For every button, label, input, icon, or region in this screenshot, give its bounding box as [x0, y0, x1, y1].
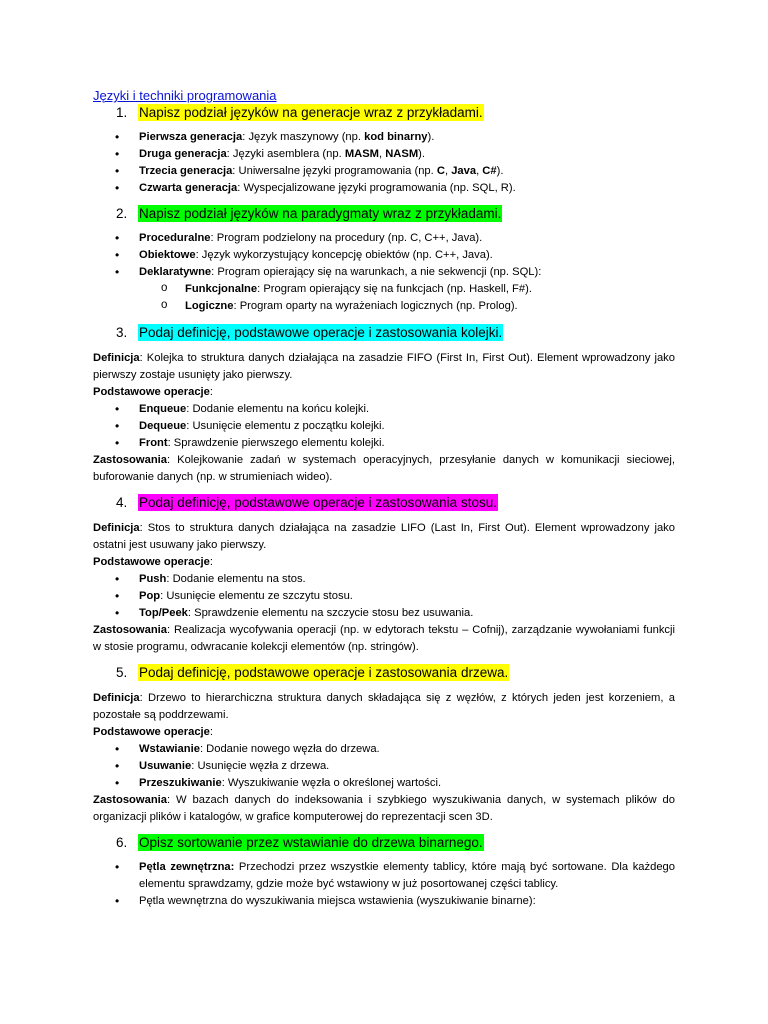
stack-operations-list	[93, 571, 675, 622]
term: Wstawianie	[139, 743, 200, 755]
desc: : Usunięcie elementu ze szczytu stosu.	[160, 590, 353, 602]
question-4-heading	[93, 494, 675, 511]
desc: : Program podzielony na procedury (np. C, C++, Java).	[210, 232, 483, 244]
desc: : Sprawdzenie elementu na szczycie stosu bez usuwania.	[187, 607, 474, 619]
desc: Przechodzi przez wszystkie elementy tablicy, które mają być sortowane. Dla każdego elementu sprawdzamy, gdzie może być wstawiony w już posortowanej części tablicy.	[139, 861, 675, 890]
desc: : Język maszynowy (np.	[242, 131, 365, 143]
question-number: 4.	[116, 495, 128, 510]
term: Dequeue	[139, 420, 187, 432]
question-number: 1.	[116, 105, 128, 120]
desc: : Program opierający się na funkcjach (np. Haskell, F#).	[257, 283, 532, 295]
list-item	[93, 247, 675, 264]
definition-text: : Kolejka to struktura danych działająca na zasadzie FIFO (First In, First Out). Element wprowadzony jako pierwszy zostaje usunięty jako pierwszy.	[93, 352, 675, 381]
queue-operations-list	[93, 401, 675, 452]
term: kod binarny	[364, 131, 428, 143]
list-item	[93, 146, 675, 163]
list-item	[93, 418, 675, 435]
colon: :	[209, 386, 213, 398]
operations-label	[93, 724, 675, 741]
term: Java	[451, 165, 477, 177]
sub-list-item	[93, 298, 675, 315]
question-text: Podaj definicję, podstawowe operacje i zastosowania drzewa.	[139, 665, 509, 680]
sub-list-item	[93, 281, 675, 298]
desc: : Dodanie elementu na stos.	[166, 573, 306, 585]
definition-label: Definicja	[93, 692, 140, 704]
list-item	[93, 588, 675, 605]
list-item	[93, 775, 675, 792]
question-text: Podaj definicję, podstawowe operacje i zastosowania stosu.	[139, 495, 497, 510]
term: C#	[482, 165, 497, 177]
document-title[interactable]: Języki i techniki programowania	[93, 88, 277, 103]
term: Obiektowe	[139, 249, 196, 261]
applications-paragraph	[93, 622, 675, 656]
question-6-heading	[93, 834, 675, 851]
applications-label: Zastosowania	[93, 794, 167, 806]
list-item	[93, 605, 675, 622]
colon: :	[209, 726, 213, 738]
question-2-heading	[93, 205, 675, 222]
list-item	[93, 180, 675, 197]
list-item	[93, 571, 675, 588]
question-text: Opisz sortowanie przez wstawianie do drzewa binarnego.	[139, 835, 483, 850]
question-number: 6.	[116, 835, 128, 850]
tree-operations-list	[93, 741, 675, 792]
list-item	[93, 163, 675, 180]
term: Pop	[139, 590, 161, 602]
term: C	[436, 165, 445, 177]
operations-label	[93, 384, 675, 401]
desc: : Język wykorzystujący koncepcję obiektów (np. C++, Java).	[195, 249, 493, 261]
question-3-heading	[93, 324, 675, 341]
term: Proceduralne	[139, 232, 211, 244]
definition-text: : Drzewo to hierarchiczna struktura danych składająca się z węzłów, z których jeden jest korzeniem, a pozostałe są poddrzewami.	[93, 692, 675, 721]
term: Push	[139, 573, 167, 585]
term: Front	[139, 437, 168, 449]
list-item	[93, 758, 675, 775]
desc: ).	[427, 131, 435, 143]
term: Usuwanie	[139, 760, 192, 772]
question-1-heading	[93, 104, 675, 121]
question-number: 5.	[116, 665, 128, 680]
operations-label-text: Podstawowe operacje	[93, 556, 210, 568]
question-text: Napisz podział języków na paradygmaty wraz z przykładami.	[139, 206, 502, 221]
definition-paragraph	[93, 690, 675, 724]
definition-paragraph	[93, 350, 675, 384]
definition-paragraph	[93, 520, 675, 554]
desc: ).	[496, 165, 504, 177]
term: Funkcjonalne	[185, 283, 258, 295]
generations-list	[93, 129, 675, 197]
list-item	[93, 893, 675, 910]
operations-label	[93, 554, 675, 571]
desc: : Dodanie nowego węzła do drzewa.	[199, 743, 380, 755]
insertion-sort-list	[93, 859, 675, 910]
applications-label: Zastosowania	[93, 454, 167, 466]
desc: : Dodanie elementu na końcu kolejki.	[186, 403, 370, 415]
list-item	[93, 401, 675, 418]
desc: ,	[476, 165, 483, 177]
list-item	[93, 129, 675, 146]
term: Pętla zewnętrzna:	[139, 861, 235, 873]
desc: : Wyspecjalizowane języki programowania (np. SQL, R).	[237, 182, 516, 194]
applications-text: : Realizacja wycofywania operacji (np. w edytorach tekstu – Cofnij), zarządzanie wywołaniami funkcji w stosie programu, odwracanie kolekcji elementów (np. stringów).	[93, 624, 675, 653]
term: NASM	[385, 148, 419, 160]
list-item	[93, 264, 675, 281]
desc: : Języki asemblera (np.	[226, 148, 345, 160]
term: Pierwsza generacja	[139, 131, 243, 143]
applications-paragraph	[93, 452, 675, 486]
question-5-heading	[93, 664, 675, 681]
desc: : Wyszukiwanie węzła o określonej wartości.	[221, 777, 442, 789]
term: Druga generacja	[139, 148, 227, 160]
applications-label: Zastosowania	[93, 624, 167, 636]
term: MASM	[344, 148, 379, 160]
applications-text: : W bazach danych do indeksowania i szybkiego wyszukiwania danych, w systemach plików do organizacji plików i katalogów, w grafice komputerowej do reprezentacji scen 3D.	[93, 794, 675, 823]
desc: Pętla wewnętrzna do wyszukiwania miejsca wstawienia (wyszukiwanie binarne):	[139, 895, 536, 907]
term: Trzecia generacja	[139, 165, 233, 177]
term: Logiczne	[185, 300, 234, 312]
list-item	[93, 230, 675, 247]
desc: ,	[444, 165, 452, 177]
question-text: Napisz podział języków na generacje wraz z przykładami.	[139, 105, 483, 120]
question-number: 3.	[116, 325, 128, 340]
list-item	[93, 435, 675, 452]
operations-label-text: Podstawowe operacje	[93, 726, 210, 738]
desc: : Sprawdzenie pierwszego elementu kolejki.	[167, 437, 385, 449]
applications-paragraph	[93, 792, 675, 826]
term: Czwarta generacja	[139, 182, 238, 194]
term: Top/Peek	[139, 607, 188, 619]
desc: : Usunięcie elementu z początku kolejki.	[186, 420, 385, 432]
desc: ,	[379, 148, 386, 160]
term: Deklaratywne	[139, 266, 212, 278]
colon: :	[209, 556, 213, 568]
list-item	[93, 859, 675, 893]
desc: : Program opierający się na warunkach, a nie sekwencji (np. SQL):	[211, 266, 542, 278]
operations-label-text: Podstawowe operacje	[93, 386, 210, 398]
question-number: 2.	[116, 206, 128, 221]
desc: : Usunięcie węzła z drzewa.	[191, 760, 330, 772]
definition-text: : Stos to struktura danych działająca na zasadzie LIFO (Last In, First Out). Element wprowadzony jako ostatni jest usuwany jako pierwszy.	[93, 522, 675, 551]
desc: : Uniwersalne języki programowania (np.	[232, 165, 437, 177]
definition-label: Definicja	[93, 522, 140, 534]
definition-label: Definicja	[93, 352, 140, 364]
desc: : Program oparty na wyrażeniach logicznych (np. Prolog).	[233, 300, 518, 312]
question-text: Podaj definicję, podstawowe operacje i zastosowania kolejki.	[139, 325, 503, 340]
term: Enqueue	[139, 403, 187, 415]
paradigms-list	[93, 230, 675, 315]
list-item	[93, 741, 675, 758]
document-content	[93, 87, 675, 910]
desc: ).	[418, 148, 426, 160]
applications-text: : Kolejkowanie zadań w systemach operacyjnych, przesyłanie danych w komunikacji sieciowej, buforowanie danych (np. w strumieniach wideo).	[93, 454, 675, 483]
term: Przeszukiwanie	[139, 777, 222, 789]
